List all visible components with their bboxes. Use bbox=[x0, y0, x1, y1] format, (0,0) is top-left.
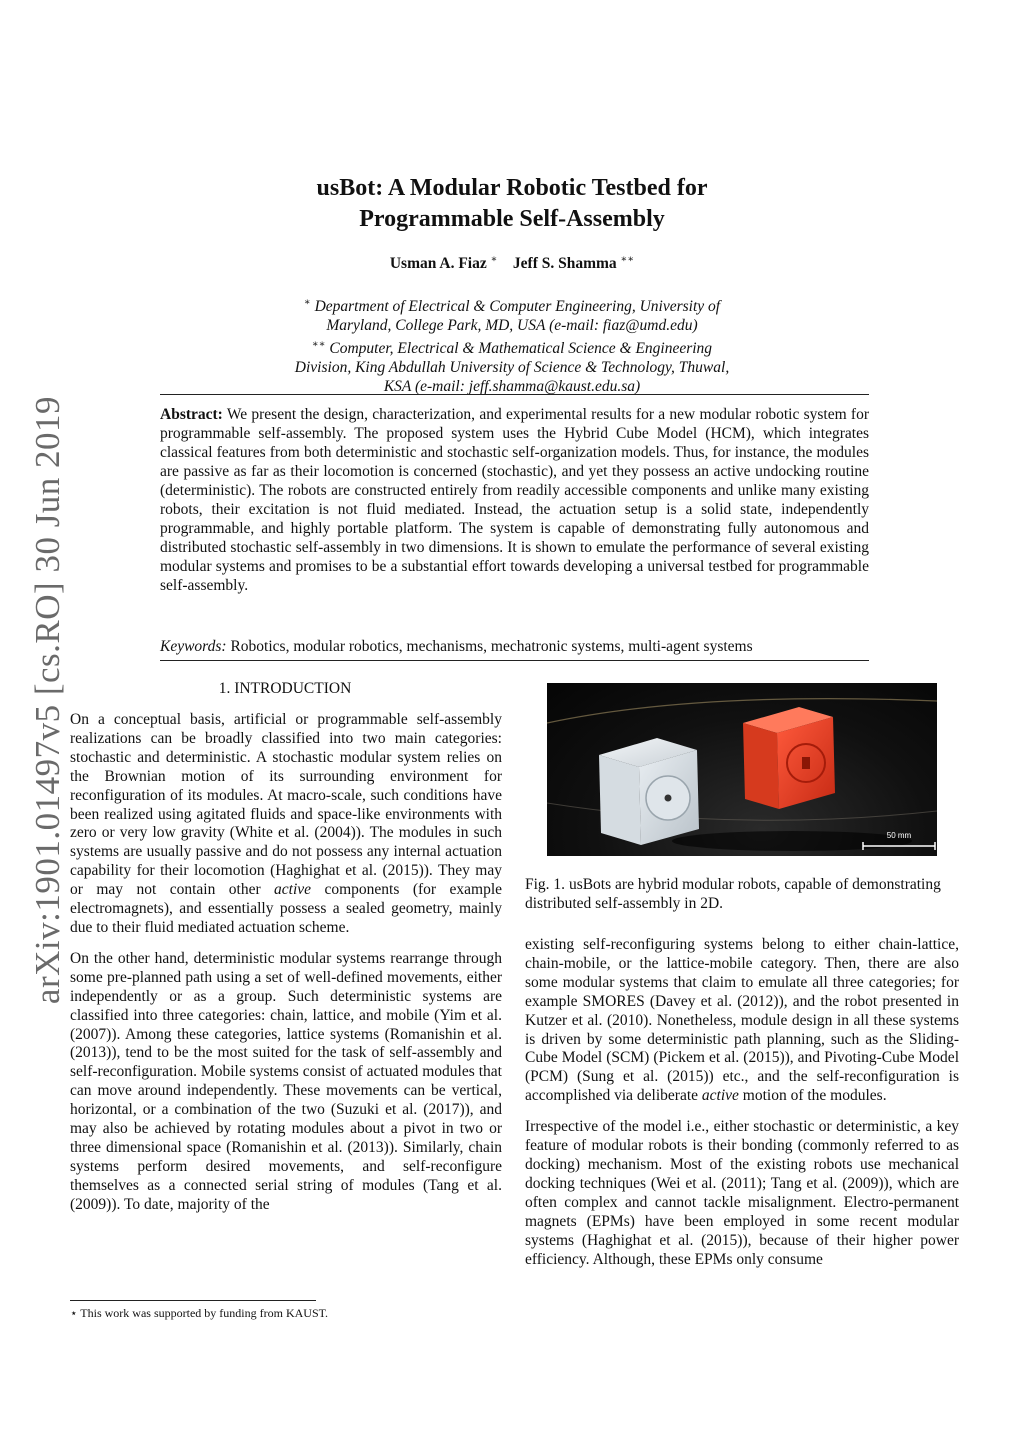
divider bbox=[160, 394, 869, 395]
keywords-label: Keywords: bbox=[160, 638, 227, 655]
footnote bbox=[70, 1306, 500, 1321]
section-heading: 1. INTRODUCTION bbox=[218, 680, 352, 697]
scale-bar-label: 50 mm bbox=[886, 831, 912, 840]
affil-line: Division, King Abdullah University of Science & Technology, Thuwal, bbox=[294, 359, 730, 377]
paragraph-text: motion of the modules. bbox=[738, 1087, 887, 1105]
emphasis: active bbox=[274, 881, 312, 899]
affil-line: KSA (e-mail: jeff.shamma@kaust.edu.sa) bbox=[383, 378, 641, 396]
figure-image bbox=[547, 683, 937, 856]
affil-line: Computer, Electrical & Mathematical Science & Engineering bbox=[325, 340, 713, 358]
paragraph bbox=[70, 711, 502, 938]
paragraph-text: On a conceptual basis, artificial or programmable self-assembly realizations can be broadly classified into two main categories: stochastic and deterministic. A stochastic modular system relies on the Brownian motion of its surrounding environment for reconfiguration of its modules. At macro-scale, such conditions have been realized using agitated fluids and space-like environments with zero or very low gravity (White et al. (2004)). The modules in such systems are usually passive and do not possess any internal actuation capability for their locomotion (Haghighat et al. (2015)). They may or may not contain other bbox=[70, 711, 502, 899]
footnote-rule bbox=[70, 1300, 316, 1301]
paragraph-text: components (for example electromagnets), and essentially possess a sealed geometry, mainly due to their fluid mediated actuation scheme. bbox=[70, 881, 503, 936]
emphasis: active bbox=[701, 1087, 739, 1105]
caption-text: usBots are hybrid modular robots, capable of demonstrating distributed self-assembly in 2D. bbox=[525, 876, 941, 912]
keywords bbox=[160, 637, 869, 656]
abstract bbox=[160, 405, 869, 595]
abstract-label: Abstract: bbox=[160, 406, 223, 423]
paper-title bbox=[130, 173, 894, 235]
affil-mark: ∗ bbox=[303, 297, 311, 308]
arxiv-identifier: arXiv:1901.01497v5 [cs.RO] 30 Jun 2019 bbox=[28, 395, 67, 1005]
paragraph bbox=[525, 936, 959, 1106]
author-mark: ∗ bbox=[490, 254, 498, 265]
author-list bbox=[130, 254, 894, 273]
author-name: Jeff S. Shamma bbox=[512, 255, 617, 273]
robots-photo bbox=[547, 683, 937, 856]
left-column bbox=[70, 711, 502, 1227]
caption-label: Fig. 1. bbox=[525, 876, 566, 893]
right-column bbox=[525, 936, 959, 1281]
title-line-1: usBot: A Modular Robotic Testbed for bbox=[316, 175, 708, 201]
title-line-2: Programmable Self-Assembly bbox=[359, 206, 665, 232]
footnote-text: This work was supported by funding from KAUST. bbox=[77, 1306, 329, 1320]
footnote-mark: ⋆ bbox=[70, 1306, 78, 1320]
abstract-text: We present the design, characterization, and experimental results for a new modular robotic system for programmable self-assembly. The proposed system uses the Hybrid Cube Model (HCM), which integrates classical features from both deterministic and stochastic self-organization models. Thus, for instance, the modules are passive as far as their locomotion is concerned (stochastic), and yet they possess an active undocking routine (deterministic). The robots are constructed entirely from readily accessible components and unlike many existing robots, their excitation is not fluid mediated. Instead, the actuation setup is a solid state, independently programmable, and highly portable platform. The system is capable of demonstrating fully autonomous and distributed stochastic self-assembly in two dimensions. It is shown to emulate the performance of several existing modular systems and promises to be a substantial effort towards developing a universal testbed for programmable self-assembly. bbox=[160, 406, 869, 594]
affil-mark: ∗∗ bbox=[311, 339, 326, 351]
affiliations bbox=[200, 293, 824, 396]
paragraph-text: existing self-reconfiguring systems belong to either chain-lattice, chain-mobile, or the lattice-mobile category. Then, there are also some modular systems that claim to emulate all three categories; for example SMORES (Davey et al. (2012)), and the robot presented in Kutzer et al. (2010). Nonetheless, module design in all these systems is driven by some deterministic path planning, such as the Sliding-Cube Model (SCM) (Pickem et al. (2015)), and Pivoting-Cube Model (PCM) (Sung et al. (2015)) etc., and the self-reconfiguration is accomplished via deliberate bbox=[525, 936, 959, 1105]
paragraph: On the other hand, deterministic modular systems rearrange through some pre-planned path using a set of well-defined movements, either independently or as a group. Such deterministic systems are classified into three categories: chain, lattice, and mobile (Yim et al. (2007)). Among these categories, lattice systems (Romanishin et al. (2013)), tend to be the most suited for the task of self-assembly and self-reconfiguration. Mobile systems consist of actuated modules that can move around independently. These movements can be vertical, horizontal, or a combination of the two (Suzuki et al. (2017)), and may also be achieved by rotating modules about a pivot in two or three dimensional space (Romanishin et al. (2013)). Similarly, chain systems perform desired movements, and self-reconfigure themselves as a connected serial string of modules (Tang et al. (2009)). To date, majority of the bbox=[70, 949, 502, 1213]
author-name: Usman A. Fiaz bbox=[389, 255, 487, 273]
affil-line: Maryland, College Park, MD, USA (e-mail: fiaz@umd.edu) bbox=[326, 317, 698, 335]
figure-caption bbox=[525, 875, 959, 913]
paragraph: Irrespective of the model i.e., either stochastic or deterministic, a key feature of modular robots is their bonding (commonly referred to as docking) mechanism. Most of the existing robots use mechanical docking techniques (Wei et al. (2011); Tang et al. (2009)), which are often complex and cannot tackle misalignment. Electro-permanent magnets (EPMs) have been employed in some recent modular systems (Haghighat et al. (2015)), because of their higher power efficiency. Although, these EPMs only consume bbox=[525, 1118, 959, 1268]
keywords-text: Robotics, modular robotics, mechanisms, mechatronic systems, multi-agent systems bbox=[226, 638, 753, 655]
affil-line: Department of Electrical & Computer Engineering, University of bbox=[310, 298, 721, 316]
divider bbox=[160, 660, 869, 661]
author-mark: ∗∗ bbox=[620, 254, 635, 265]
